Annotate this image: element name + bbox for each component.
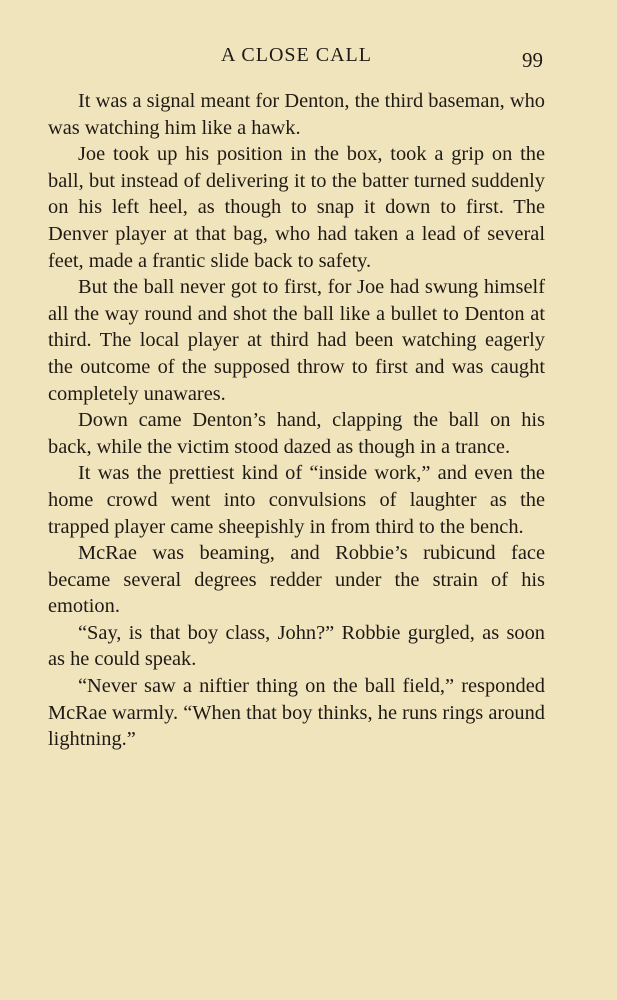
paragraph: “Say, is that boy class, John?” Robbie gurgled, as soon as he could speak. — [48, 621, 545, 671]
body-text — [48, 88, 545, 753]
paragraph: It was the prettiest kind of “inside work,” and even the home crowd went into convulsions of laughter as the trapped player came sheepishly in from third to the bench. — [48, 462, 545, 538]
paragraph: Down came Denton’s hand, clapping the ball on his back, while the victim stood dazed as though in a trance. — [48, 409, 545, 458]
paragraph: McRae was beaming, and Robbie’s rubicund face became several degrees redder under the strain of his emotion. — [48, 542, 545, 618]
paragraph: “Never saw a niftier thing on the ball field,” responded McRae warmly. “When that boy thinks, he runs rings around lightning.” — [48, 675, 545, 751]
page-number: 99 — [522, 48, 543, 72]
paragraph: But the ball never got to first, for Joe had swung himself all the way round and shot the ball like a bullet to Denton at third. The local player at third had been watching eagerly the outcome of the supposed throw to first and was caught completely unawares. — [48, 276, 545, 405]
chapter-title: A CLOSE CALL — [221, 44, 372, 66]
paragraph: It was a signal meant for Denton, the third baseman, who was watching him like a hawk. — [48, 90, 545, 139]
paragraph: Joe took up his position in the box, took a grip on the ball, but instead of delivering it to the batter turned suddenly on his left heel, as though to snap it down to first. The Denver player at that bag, who had taken a lead of several feet, made a frantic slide back to safety. — [48, 143, 545, 272]
running-head — [48, 44, 545, 74]
